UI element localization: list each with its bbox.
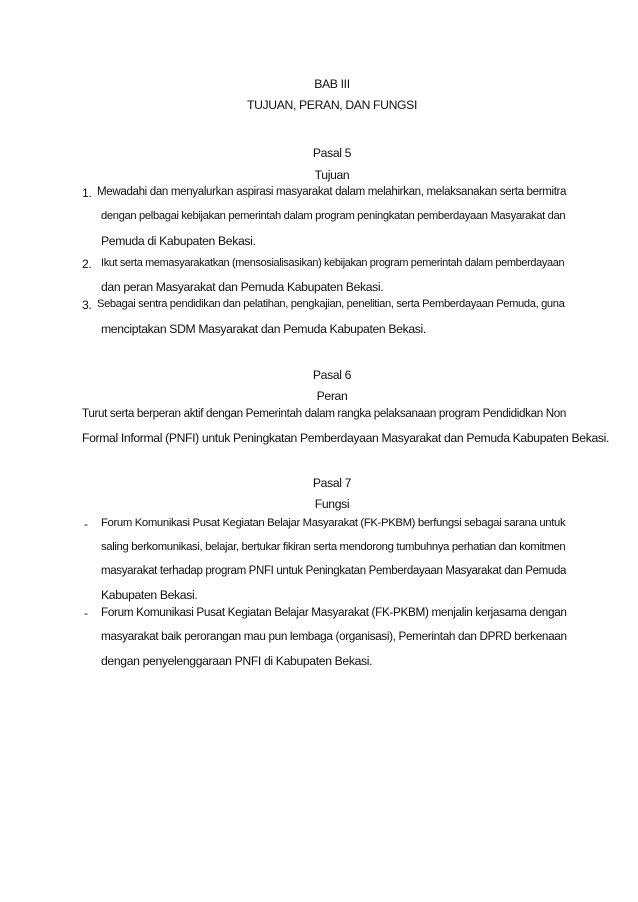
list-item-line: Ikut serta memasyarakatkan (mensosialisasikan) kebijakan program pemerintah dalam pemberdayaan <box>101 257 565 269</box>
chapter-subtitle: TUJUAN, PERAN, DAN FUNGSI <box>246 98 418 112</box>
list-marker: 2. <box>82 257 92 271</box>
list-item-line: Pemuda di Kabupaten Bekasi. <box>101 234 256 248</box>
pasal-5-name: Tujuan <box>314 168 350 182</box>
list-item-line: masyarakat terhadap program PNFI untuk Peningkatan Pemberdayaan Masyarakat dan Pemuda <box>101 565 567 577</box>
pasal-6-paragraph-line: Formal Informal (PNFI) untuk Peningkatan Pemberdayaan Masyarakat dan Pemuda Kabupaten Bekasi. <box>82 431 610 445</box>
list-marker: - <box>84 606 88 620</box>
list-item-line: masyarakat baik perorangan mau pun lembaga (organisasi), Pemerintah dan DPRD berkenaan <box>101 630 567 643</box>
list-marker: 1. <box>82 186 92 200</box>
pasal-6-name: Peran <box>316 389 348 403</box>
list-item-line: Forum Komunikasi Pusat Kegiatan Belajar Masyarakat (FK-PKBM) berfungsi sebagai sarana untuk <box>101 517 566 529</box>
list-item-line: Forum Komunikasi Pusat Kegiatan Belajar Masyarakat (FK-PKBM) menjalin kerjasama dengan <box>101 606 567 619</box>
chapter-title: BAB III <box>314 77 350 91</box>
list-item-line: Sebagai sentra pendidikan dan pelatihan, pengkajian, penelitian, serta Pemberdayaan Pemuda, guna <box>97 298 565 310</box>
list-marker: 3. <box>82 298 92 312</box>
list-marker: - <box>84 517 88 531</box>
pasal-6-heading: Pasal 6 <box>312 368 352 382</box>
list-item-line: saling berkomunikasi, belajar, bertukar fikiran serta mendorong tumbuhnya perhatian dan komitmen <box>101 541 566 553</box>
pasal-7-heading: Pasal 7 <box>312 476 352 490</box>
pasal-7-name: Fungsi <box>314 497 350 511</box>
list-item-line: Kabupaten Bekasi. <box>101 588 198 602</box>
list-item-line: menciptakan SDM Masyarakat dan Pemuda Kabupaten Bekasi. <box>101 322 426 336</box>
list-item-line: dan peran Masyarakat dan Pemuda Kabupaten Bekasi. <box>101 280 384 294</box>
pasal-5-heading: Pasal 5 <box>312 146 352 160</box>
pasal-6-paragraph-line: Turut serta berperan aktif dengan Pemerintah dalam rangka pelaksanaan program Pendididkan Non <box>82 407 567 420</box>
list-item-line: Mewadahi dan menyalurkan aspirasi masyarakat dalam melahirkan, melaksanakan serta bermitra <box>97 186 567 198</box>
list-item-line: dengan pelbagai kebijakan pemerintah dalam program peningkatan pemberdayaan Masyarakat dan <box>101 210 566 222</box>
list-item-line: dengan penyelenggaraan PNFI di Kabupaten Bekasi. <box>101 654 373 668</box>
